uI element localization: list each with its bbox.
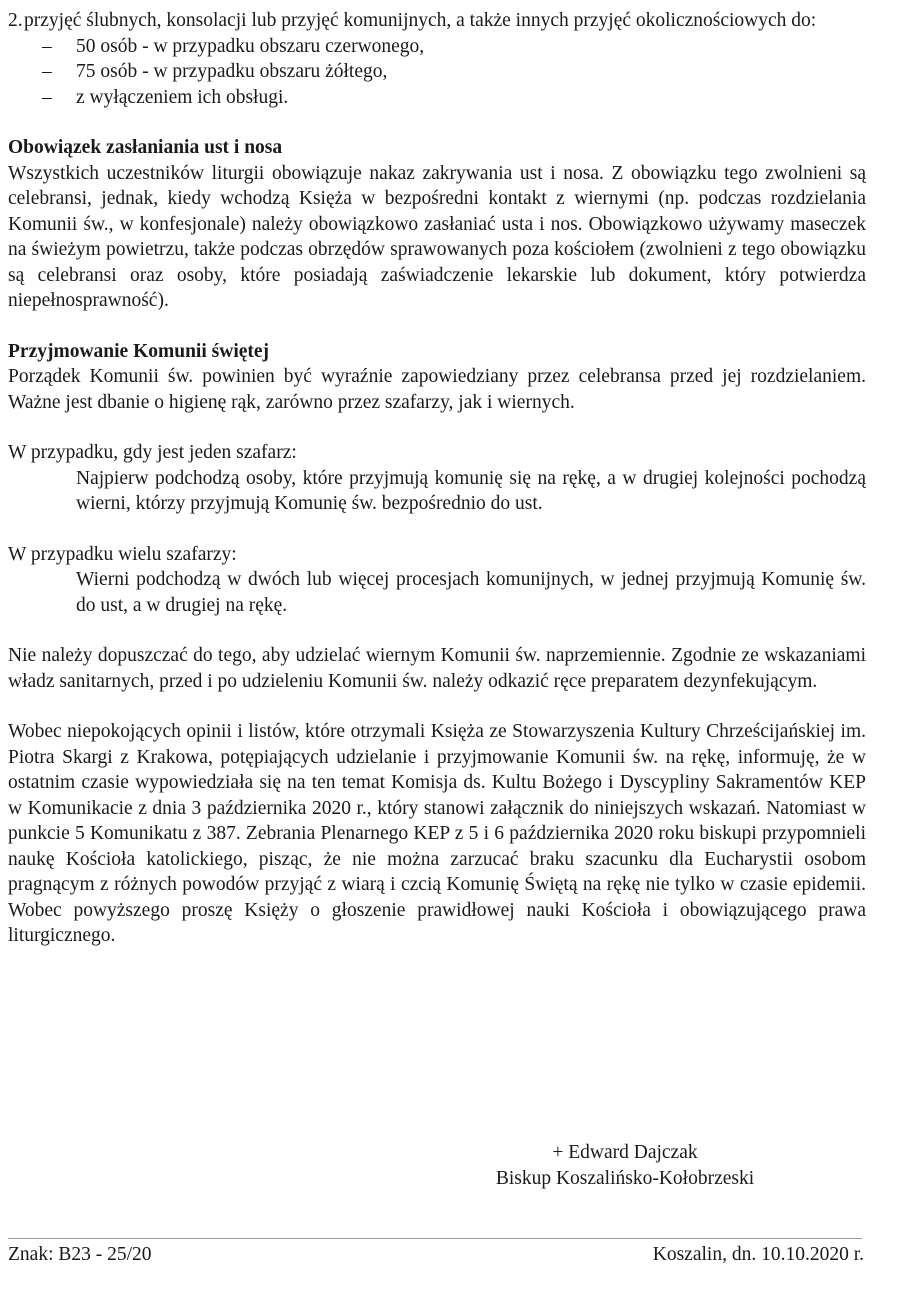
spacer [8, 517, 866, 542]
document-sign: Znak: B23 - 25/20 [8, 1244, 152, 1265]
signature-block [470, 1140, 780, 1191]
section-heading-mask: Obowiązek zasłaniania ust i nosa [8, 137, 283, 158]
place-and-date: Koszalin, dn. 10.10.2020 r. [652, 1244, 864, 1265]
dash-list [8, 34, 866, 111]
list-item-text: 50 osób - w przypadku obszaru czerwonego, [76, 35, 425, 57]
section-body-mask: Wszystkich uczestników liturgii obowiązuje nakaz zakrywania ust i nosa. Z obowiązku tego zwolnieni są celebransi, jednak, kiedy wchodzą Księża w bezpośredni kontakt z wiernymi (np. podczas rozdzielania Komunii św., w konfesjonale) należy obowiązkowo zasłaniać usta i nos. Obowiązkowo używamy maseczek na świeżym powietrzu, także podczas obrzędów sprawowanych poza kościołem (zwolnieni z tego obowiązku są celebransi oraz osoby, które posiadają zaświadczenie lekarskie lub dokument, który potwierdza niepełnosprawność). [8, 162, 866, 311]
spacer [8, 415, 866, 440]
numbered-item-2 [8, 8, 866, 34]
paragraph-alternating: Nie należy dopuszczać do tego, aby udzielać wiernym Komunii św. naprzemiennie. Zgodnie ze wskazaniami władz sanitarnych, przed i po udzieleniu Komunii św. należy odkazić ręce preparatem dezynfekującym. [8, 645, 866, 692]
footer-divider [8, 1238, 862, 1239]
section-heading-communion: Przyjmowanie Komunii świętej [8, 340, 270, 362]
footer [8, 1242, 864, 1268]
signature-name: + Edward Dajczak [552, 1142, 698, 1163]
dash-bullet: – [42, 86, 52, 108]
signature-title: Biskup Koszalińsko-Kołobrzeski [495, 1167, 755, 1189]
section-body-communion: Porządek Komunii św. powinien być wyraźnie zapowiedziany przez celebransa przed jej rozdzielaniem. Ważne jest dbanie o higienę rąk, zarówno przez szafarzy, jak i wiernych. [8, 366, 866, 413]
case-one-intro: W przypadku, gdy jest jeden szafarz: [8, 442, 297, 463]
document-page [8, 8, 866, 949]
spacer [8, 618, 866, 643]
case-one-text: Najpierw podchodzą osoby, które przyjmują komunię się na rękę, a w drugiej kolejności pochodzą wierni, którzy przyjmują Komunię św. bezpośrednio do ust. [76, 467, 866, 514]
case-two-text: Wierni podchodzą w dwóch lub więcej procesjach komunijnych, w jednej przyjmują Komunię św. do ust, a w drugiej na rękę. [76, 569, 866, 616]
list-item [8, 34, 866, 60]
item-number: 2. [8, 10, 23, 31]
spacer [8, 694, 866, 719]
case-two-intro: W przypadku wielu szafarzy: [8, 543, 237, 565]
dash-bullet: – [42, 35, 52, 57]
list-item-text: 75 osób - w przypadku obszaru żółtego, [76, 61, 388, 82]
list-item [8, 85, 866, 111]
paragraph-letters: Wobec niepokojących opinii i listów, które otrzymali Księża ze Stowarzyszenia Kultury Chrześcijańskiej im. Piotra Skargi z Krakowa, potępiających udzielanie i przyjmowanie Komunii św. na rękę, informuję, że w ostatnim czasie wypowiedziała się na ten temat Komisja ds. Kultu Bożego i Dyscypliny Sakramentów KEP w Komunikacie z dnia 3 października 2020 r., który stanowi załącznik do niniejszych wskazań. Natomiast w punkcie 5 Komunikatu z 387. Zebrania Plenarnego KEP z 5 i 6 października 2020 roku biskupi przypomnieli naukę Kościoła katolickiego, pisząc, że nie można zarzucać braku szacunku dla Eucharystii osobom pragnącym z różnych powodów przyjąć z wiarą i czcią Komunię Świętą na rękę nie tylko w czasie epidemii. Wobec powyższego proszę Księży o głoszenie prawidłowej nauki Kościoła i obowiązującego prawa liturgicznego. [8, 721, 866, 946]
dash-bullet: – [42, 61, 52, 82]
spacer [8, 110, 866, 135]
list-item [8, 59, 866, 85]
list-item-text: z wyłączeniem ich obsługi. [76, 86, 289, 108]
spacer [8, 314, 866, 339]
item-text: przyjęć ślubnych, konsolacji lub przyjęć komunijnych, a także innych przyjęć okolicznościowych do: [24, 10, 817, 31]
